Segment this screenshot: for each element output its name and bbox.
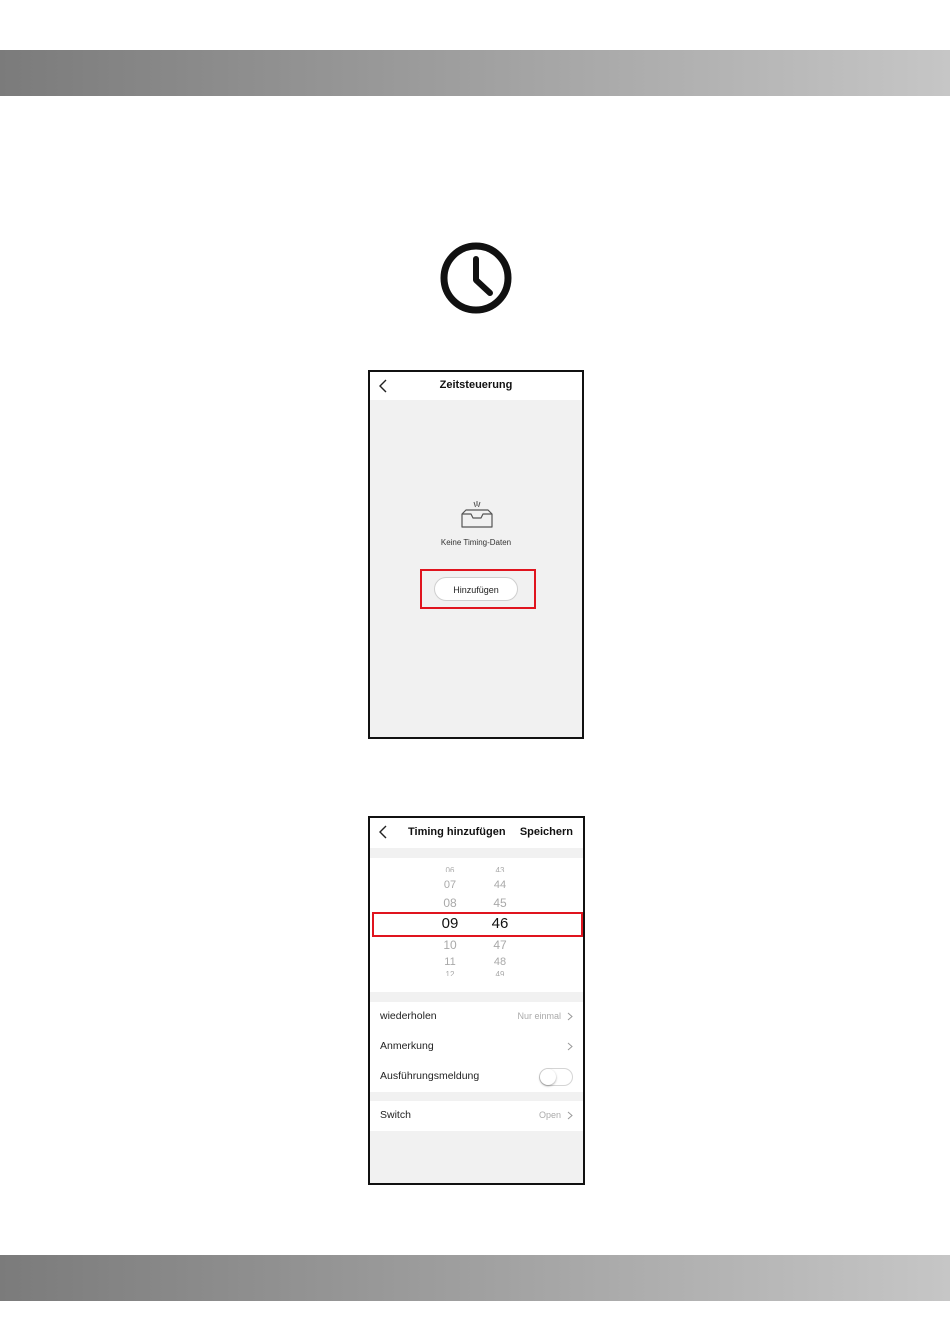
empty-state-text: Keine Timing-Daten — [440, 538, 512, 547]
save-button[interactable]: Speichern — [519, 826, 573, 838]
toggle-knob — [540, 1069, 556, 1085]
hour-item[interactable]: 07 — [443, 879, 457, 891]
hour-item[interactable]: 12 — [445, 970, 455, 976]
repeat-row[interactable] — [370, 1002, 583, 1032]
hour-item[interactable]: 10 — [443, 938, 457, 952]
note-row[interactable] — [370, 1032, 583, 1062]
hour-selected[interactable]: 09 — [441, 915, 459, 932]
footer-band — [0, 1255, 950, 1301]
header-band — [0, 50, 950, 96]
minute-item[interactable]: 45 — [493, 896, 507, 910]
screenshot-add-timing — [368, 816, 585, 1185]
minute-item[interactable]: 48 — [493, 956, 507, 968]
notify-row — [370, 1062, 583, 1092]
hour-item[interactable]: 08 — [443, 896, 457, 910]
clock-icon — [439, 241, 513, 315]
highlight-box — [372, 912, 583, 937]
minute-item[interactable]: 47 — [493, 938, 507, 952]
hour-item[interactable]: 11 — [444, 956, 456, 968]
screenshot-timer-empty — [368, 370, 584, 739]
navbar — [370, 818, 583, 848]
chevron-right-icon — [567, 1012, 573, 1021]
chevron-right-icon — [567, 1111, 573, 1120]
minute-item[interactable]: 49 — [495, 970, 505, 976]
page-title: Timing hinzufügen — [408, 826, 506, 838]
add-button[interactable]: Hinzufügen — [434, 577, 518, 601]
separator — [370, 848, 583, 858]
minute-selected[interactable]: 46 — [491, 915, 509, 932]
switch-label: Switch — [380, 1109, 411, 1121]
navbar — [370, 372, 582, 400]
minute-item[interactable]: 44 — [493, 879, 507, 891]
switch-row[interactable] — [370, 1101, 583, 1131]
switch-value: Open — [538, 1110, 561, 1120]
chevron-right-icon — [567, 1042, 573, 1051]
minute-item[interactable]: 43 — [495, 866, 505, 872]
page-title: Zeitsteuerung — [439, 379, 513, 391]
back-arrow-icon[interactable] — [378, 825, 390, 839]
notify-toggle[interactable] — [539, 1068, 573, 1086]
repeat-label: wiederholen — [380, 1010, 437, 1022]
empty-tray-icon — [458, 500, 496, 532]
hour-item[interactable]: 06 — [445, 866, 455, 872]
note-label: Anmerkung — [380, 1040, 434, 1052]
notify-label: Ausführungsmeldung — [380, 1070, 480, 1082]
repeat-value: Nur einmal — [517, 1011, 561, 1021]
